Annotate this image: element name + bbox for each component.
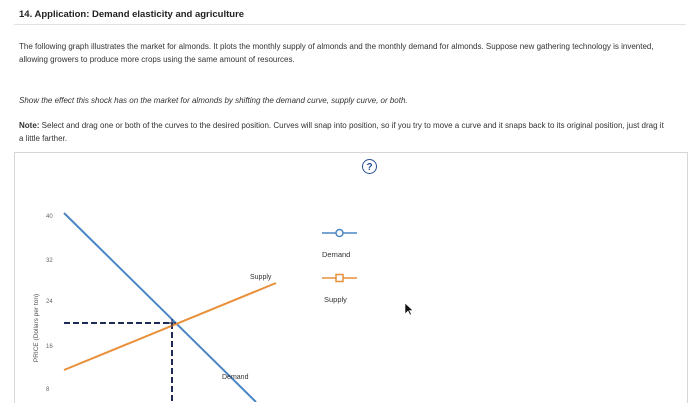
question-title: 14. Application: Demand elasticity and agriculture	[19, 9, 245, 20]
note-body: Select and drag one or both of the curves to the desired position. Curves will snap into position, so if you try to move a curve and it snaps back to its original position, just drag it a little farther.	[19, 121, 664, 143]
supply-tool[interactable]	[322, 275, 357, 282]
y-tick-label: 8	[46, 387, 50, 393]
supply-tool-label: Supply	[324, 295, 347, 304]
demand-tool[interactable]	[322, 230, 357, 237]
y-tick-label: 16	[46, 344, 53, 350]
y-axis-label: PRICE (Dollars per ton)	[33, 293, 40, 363]
help-button[interactable]: ?	[362, 159, 377, 174]
supply-tool-icon	[336, 275, 343, 282]
note-label: Note:	[19, 121, 40, 130]
supply-curve-label: Supply	[250, 274, 272, 281]
y-tick-label: 40	[46, 214, 53, 220]
demand-curve-label: Demand	[222, 374, 249, 381]
demand-tool-label: Demand	[322, 250, 351, 259]
mouse-pointer-icon	[404, 302, 414, 316]
instruction-text: Show the effect this shock has on the market for almonds by shifting the demand curve, supply curve, or both.	[19, 96, 408, 105]
intro-paragraph: The following graph illustrates the market for almonds. It plots the monthly supply of almonds and the monthly demand for almonds. Suppose new gathering technology is invented, allowing growers to produce more crops using the same amount of resources.	[19, 42, 654, 64]
demand-tool-icon	[336, 230, 343, 237]
y-tick-label: 24	[46, 299, 53, 305]
y-tick-label: 32	[46, 258, 53, 264]
supply-curve[interactable]	[64, 283, 276, 370]
